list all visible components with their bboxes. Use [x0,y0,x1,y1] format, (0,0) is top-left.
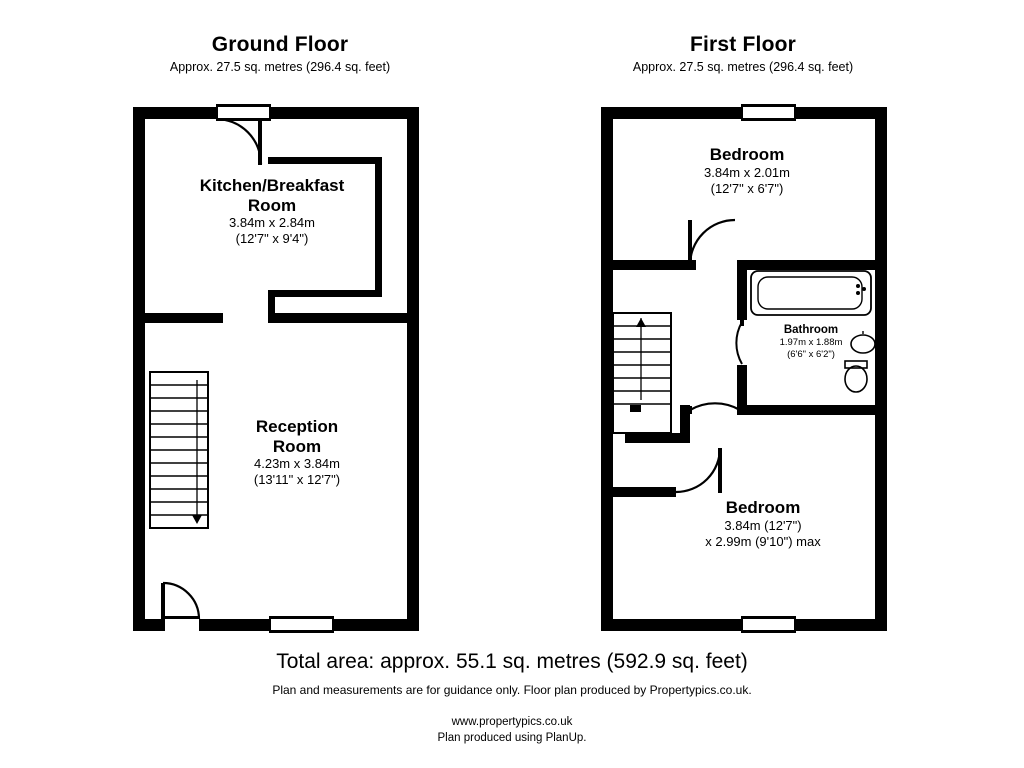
first-floor-top-window [741,104,796,121]
first-floor-title: First Floor [689,33,797,56]
room-label-bathroom [735,324,887,361]
room-label-kitchen [150,176,394,248]
room-dims-bedroom-1-imperial: (12'7" x 6'7") [710,180,784,196]
room-dims-kitchen-imperial: (12'7" x 9'4") [235,231,309,247]
room-dims-bathroom-metric: 1.97m x 1.88m [779,337,843,349]
room-label-bedroom-1 [625,145,869,197]
room-dims-kitchen-metric: 3.84m x 2.84m [229,215,315,231]
room-dims-bedroom-2-metric: 3.84m (12'7") [724,517,802,533]
toilet-fixture [845,361,867,392]
room-dims-reception-metric: 4.23m x 3.84m [254,456,340,472]
total-area-text: Total area: approx. 55.1 sq. metres (592.9 sq. feet) [276,650,748,673]
producer-text: Plan produced using PlanUp. [437,732,587,744]
first-floor-subtitle: Approx. 27.5 sq. metres (296.4 sq. feet) [632,60,854,74]
room-label-reception [175,417,419,489]
bedroom2-door [676,448,722,493]
room-dims-bathroom-imperial: (6'6" x 6'2") [787,349,835,361]
room-label-bedroom-2 [620,498,906,550]
landing-door [688,403,740,414]
room-dims-bedroom-1-metric: 3.84m x 2.01m [704,164,790,180]
first-floor-staircase [613,313,671,433]
bathtub-fixture [751,271,871,315]
room-dims-bedroom-2-imperial: x 2.99m (9'10") max [705,533,821,549]
website-text: www.propertypics.co.uk [451,716,573,728]
ground-floor-bottom-window-left [269,616,334,633]
ground-floor-internal-wall [133,313,419,323]
room-name-bedroom-1: Bedroom [709,145,785,164]
room-name-kitchen-line2: Room [247,195,297,215]
room-dims-reception-imperial: (13'11" x 12'7") [253,472,341,488]
first-floor-bottom-window [741,616,796,633]
guidance-note: Plan and measurements are for guidance only. Floor plan produced by Propertypics.co.uk. [272,683,752,697]
bedroom1-door [688,220,735,266]
room-name-bedroom-2: Bedroom [725,498,801,517]
ground-floor-top-window [216,104,271,121]
room-name-kitchen-line1: Kitchen/Breakfast [199,176,345,195]
ground-floor-entry-door [216,119,262,165]
room-name-reception-line2: Room [272,436,322,456]
ground-floor-title: Ground Floor [211,33,349,56]
room-name-bathroom: Bathroom [783,324,839,336]
room-name-reception-line1: Reception [255,417,339,436]
ground-floor-subtitle: Approx. 27.5 sq. metres (296.4 sq. feet) [169,60,391,74]
ground-floor-rear-door [161,583,200,620]
